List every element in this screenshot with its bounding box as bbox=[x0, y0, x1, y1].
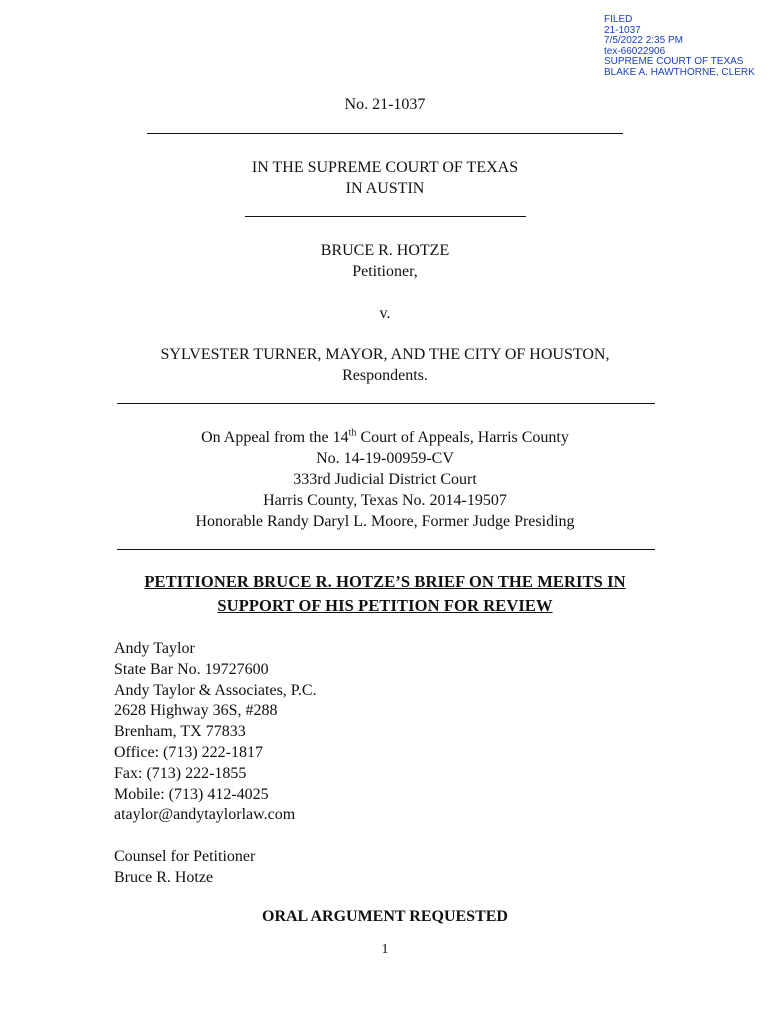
appeal-court-pre: On Appeal from the 14 bbox=[201, 429, 349, 446]
counsel-firm: Andy Taylor & Associates, P.C. bbox=[114, 681, 317, 699]
counsel-address: 2628 Highway 36S, #288 bbox=[114, 702, 278, 720]
stamp-line: SUPREME COURT OF TEXAS bbox=[604, 56, 744, 68]
counsel-email: ataylor@andytaylorlaw.com bbox=[114, 806, 296, 824]
oral-argument-notice: ORAL ARGUMENT REQUESTED bbox=[262, 908, 508, 925]
counsel-for-client: Bruce R. Hotze bbox=[114, 868, 214, 886]
stamp-line: BLAKE A. HAWTHORNE, CLERK bbox=[604, 66, 755, 78]
presiding-judge: Honorable Randy Daryl L. Moore, Former Judge Presiding bbox=[195, 513, 575, 530]
court-location: IN AUSTIN bbox=[345, 180, 425, 197]
divider bbox=[117, 403, 655, 404]
stamp-line: FILED bbox=[604, 14, 633, 25]
stamp-line: 7/5/2022 2:35 PM bbox=[604, 35, 683, 47]
ordinal-suffix: th bbox=[348, 427, 357, 439]
district-case-number: Harris County, Texas No. 2014-19507 bbox=[263, 492, 507, 509]
brief-title-line1: PETITIONER BRUCE R. HOTZE’S BRIEF ON THE MERITS IN bbox=[144, 572, 626, 591]
divider bbox=[245, 216, 526, 217]
court-name: IN THE SUPREME COURT OF TEXAS bbox=[251, 159, 519, 176]
counsel-name: Andy Taylor bbox=[114, 640, 195, 657]
page-number: 1 bbox=[381, 942, 389, 957]
stamp-line: 21-1037 bbox=[604, 24, 641, 36]
appeal-court bbox=[0, 427, 770, 448]
appeal-case-number: No. 14-19-00959-CV bbox=[316, 450, 454, 467]
counsel-bar-number: State Bar No. 19727600 bbox=[114, 660, 269, 678]
counsel-for-block bbox=[114, 847, 255, 889]
counsel-mobile: Mobile: (713) 412-4025 bbox=[114, 785, 269, 803]
appeal-court-post: Court of Appeals, Harris County bbox=[356, 429, 569, 446]
divider bbox=[147, 133, 623, 134]
stamp-line: tex-66022906 bbox=[604, 45, 666, 57]
case-number: No. 21-1037 bbox=[344, 96, 426, 113]
divider bbox=[117, 549, 655, 550]
counsel-for-label: Counsel for Petitioner bbox=[114, 848, 256, 865]
counsel-fax: Fax: (713) 222-1855 bbox=[114, 764, 247, 782]
district-court: 333rd Judicial District Court bbox=[293, 471, 477, 488]
petitioner-role: Petitioner, bbox=[352, 263, 418, 280]
brief-title-line2: SUPPORT OF HIS PETITION FOR REVIEW bbox=[217, 596, 553, 615]
counsel-block bbox=[114, 639, 317, 826]
petitioner-name: BRUCE R. HOTZE bbox=[320, 242, 450, 259]
counsel-office-phone: Office: (713) 222-1817 bbox=[114, 743, 263, 761]
counsel-city: Brenham, TX 77833 bbox=[114, 723, 246, 741]
respondent-role: Respondents. bbox=[342, 367, 428, 384]
versus: v. bbox=[379, 305, 391, 322]
respondent-name: SYLVESTER TURNER, MAYOR, AND THE CITY OF HOUSTON, bbox=[160, 346, 610, 363]
filing-stamp bbox=[604, 15, 755, 79]
